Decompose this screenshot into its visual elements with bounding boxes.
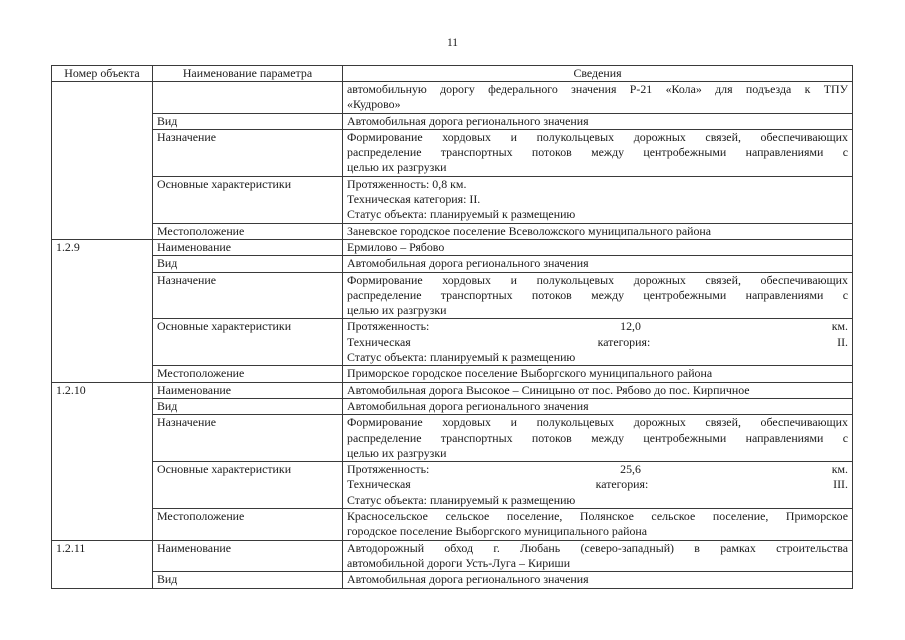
info-line: Формирование хордовых и полукольцевых дорожных связей, обеспечивающих — [347, 272, 848, 287]
info-cell — [343, 382, 853, 398]
table-row — [52, 223, 853, 239]
parameter-cell: Назначение — [153, 272, 343, 319]
info-cell: Заневское городское поселение Всеволожского муниципального района — [343, 223, 853, 239]
parameter-cell: Местоположение — [153, 509, 343, 541]
info-line: Техническая категория: III. — [347, 477, 848, 492]
header-parameter-name: Наименование параметра — [153, 66, 343, 82]
info-cell — [343, 415, 853, 462]
header-information: Сведения — [343, 66, 853, 82]
info-line: Автомобильная дорога Высокое – Синицыно от пос. Рябово до пос. Кирпичное — [347, 382, 750, 397]
document-table — [51, 65, 853, 589]
table-row — [52, 366, 853, 382]
info-line: Протяженность: 25,6 км. — [347, 462, 848, 477]
info-cell — [343, 398, 853, 414]
info-line: целью их разгрузки — [347, 445, 447, 460]
info-cell — [343, 319, 853, 366]
parameter-cell: Вид — [153, 572, 343, 588]
info-cell: Протяженность: 0,8 км. Техническая категория: II. Статус объекта: планируемый к размещению — [343, 176, 853, 223]
info-cell: Автомобильная дорога регионального значения — [343, 113, 853, 129]
info-cell — [343, 256, 853, 272]
info-line: распределение транспортных потоков между центробежными направлениями с — [347, 430, 848, 445]
parameter-cell: Местоположение — [153, 366, 343, 382]
info-line: Статус объекта: планируемый к размещению — [347, 492, 576, 507]
table-header-row — [52, 66, 853, 82]
parameter-cell: Наименование — [153, 382, 343, 398]
parameter-cell: Вид — [153, 113, 343, 129]
info-line: целью их разгрузки — [347, 303, 447, 318]
info-cell — [343, 462, 853, 509]
info-line: Формирование хордовых и полукольцевых дорожных связей, обеспечивающих — [347, 415, 848, 430]
info-line: распределение транспортных потоков между центробежными направлениями с — [347, 287, 848, 302]
table-row — [52, 82, 853, 114]
info-cell — [343, 572, 853, 588]
info-cell: автомобильную дорогу федерального значения Р-21 «Кола» для подъезда к ТПУ «Кудрово» — [343, 82, 853, 114]
object-number-cell — [52, 82, 153, 240]
table-row — [52, 382, 853, 398]
parameter-cell: Вид — [153, 398, 343, 414]
info-line: городское поселение Выборгского муниципального района — [347, 524, 648, 539]
parameter-cell: Основные характеристики — [153, 319, 343, 366]
table-row — [52, 540, 853, 572]
info-cell — [343, 509, 853, 541]
table-row — [52, 509, 853, 541]
info-cell: Формирование хордовых и полукольцевых дорожных связей, обеспечивающих распределение транспортных потоков между центробежными направлениями с целью их разгрузки — [343, 129, 853, 176]
parameter-cell: Местоположение — [153, 223, 343, 239]
table-row — [52, 129, 853, 176]
info-cell — [343, 239, 853, 255]
object-number-cell: 1.2.9 — [52, 239, 153, 382]
object-number-cell: 1.2.11 — [52, 540, 153, 588]
parameter-cell: Основные характеристики — [153, 176, 343, 223]
table-row — [52, 256, 853, 272]
table-row — [52, 319, 853, 366]
parameter-cell: Наименование — [153, 239, 343, 255]
parameter-cell: Основные характеристики — [153, 462, 343, 509]
info-line: Автодорожный обход г. Любань (северо-западный) в рамках строительства — [347, 540, 848, 555]
parameter-cell — [153, 82, 343, 114]
table-row — [52, 462, 853, 509]
info-cell — [343, 272, 853, 319]
page-number: 11 — [446, 37, 459, 49]
info-line: Автомобильная дорога регионального значения — [347, 256, 589, 271]
parameter-cell: Вид — [153, 256, 343, 272]
info-cell — [343, 366, 853, 382]
info-cell — [343, 540, 853, 572]
info-line: Техническая категория: II. — [347, 334, 848, 349]
table-row — [52, 176, 853, 223]
info-line: автомобильной дороги Усть-Луга – Кириши — [347, 555, 571, 570]
table-row — [52, 415, 853, 462]
parameter-cell: Назначение — [153, 129, 343, 176]
info-line: Статус объекта: планируемый к размещению — [347, 350, 576, 365]
info-line: Протяженность: 12,0 км. — [347, 319, 848, 334]
info-line: Приморское городское поселение Выборгского муниципального района — [347, 366, 713, 381]
object-number-cell: 1.2.10 — [52, 382, 153, 540]
parameter-cell: Наименование — [153, 540, 343, 572]
info-line: Автомобильная дорога регионального значения — [347, 572, 589, 587]
table-row — [52, 239, 853, 255]
table-row — [52, 398, 853, 414]
table-row — [52, 272, 853, 319]
info-line: Автомобильная дорога регионального значения — [347, 398, 589, 413]
info-line: Красносельское сельское поселение, Полянское сельское поселение, Приморское — [347, 509, 848, 524]
table-row — [52, 113, 853, 129]
parameter-cell: Назначение — [153, 415, 343, 462]
header-object-number: Номер объекта — [52, 66, 153, 82]
table-row — [52, 572, 853, 588]
info-line: Ермилово – Рябово — [347, 239, 445, 254]
